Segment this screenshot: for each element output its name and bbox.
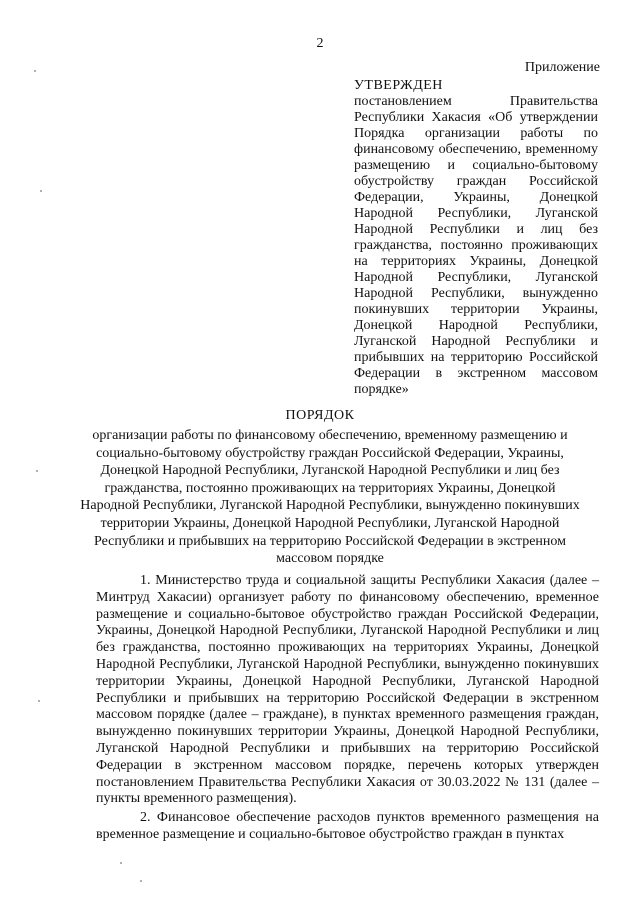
document-body [96, 573, 599, 844]
scan-speck [40, 190, 42, 192]
scan-speck [36, 470, 38, 472]
document-title: ПОРЯДОК [285, 408, 355, 423]
scan-speck [34, 70, 36, 72]
scan-speck [120, 862, 122, 864]
page-number: 2 [316, 36, 324, 51]
approval-text: постановлением Правительства Республики Хакасия «Об утверждении Порядка организации работы по финансовому обеспечению, временному размещению и социально-бытовому обустройству граждан Российской Федерации, Украины, Донецкой Народной Республики, Луганской Народной Республики и лиц без гражданства, постоянно проживающих на территориях Украины, Донецкой Народной Республики, Луганской Народной Республики, вынужденно покинувших территории Украины, Донецкой Народной Республики, Луганской Народной Республики и прибывших на территорию Российской Федерации в экстренном массовом порядке» [354, 94, 598, 397]
scan-speck [38, 700, 40, 702]
paragraph-2: 2. Финансовое обеспечение расходов пунктов временного размещения на временное размещение и социально-бытовое обустройство граждан в пунктах [96, 810, 599, 842]
document-subtitle: организации работы по финансовому обеспечению, временному размещению и социально-бытовому обустройству граждан Российской Федерации, Украины, Донецкой Народной Республики, Луганской Народной Республики и лиц без гражданства, постоянно проживающих на территориях Украины, Донецкой Народной Республики, Луганской Народной Республики, вынужденно покинувших территории Украины, Донецкой Народной Республики, Луганской Народной Республики и прибывших на территорию Российской Федерации в экстренном массовом порядке [80, 428, 580, 567]
scan-speck [140, 880, 142, 882]
appendix-label: Приложение [524, 60, 600, 75]
paragraph-1: 1. Министерство труда и социальной защиты Республики Хакасия (далее – Минтруд Хакасии) организует работу по финансовому обеспечению, временное размещение и социально-бытовое обустройство граждан Российской Федерации, Украины, Донецкой Народной Республики, Луганской Народной Республики и лиц без гражданства, постоянно проживающих на территориях Украины, Донецкой Народной Республики, Луганской Народной Республики, вынужденно покинувших территории Украины, Донецкой Народной Республики, Луганской Народной Республики и прибывших на территорию Российской Федерации в экстренном массовом порядке (далее – граждане), в пунктах временного размещения граждан, вынужденно покинувших территории Украины, Донецкой Народной Республики, Луганской Народной Республики и прибывших на территорию Российской Федерации в экстренном массовом порядке, перечень которых утвержден постановлением Правительства Республики Хакасия от 30.03.2022 № 131 (далее – пункты временного размещения). [96, 573, 599, 807]
approval-heading: УТВЕРЖДЕН [354, 78, 443, 93]
approval-block [354, 78, 598, 398]
